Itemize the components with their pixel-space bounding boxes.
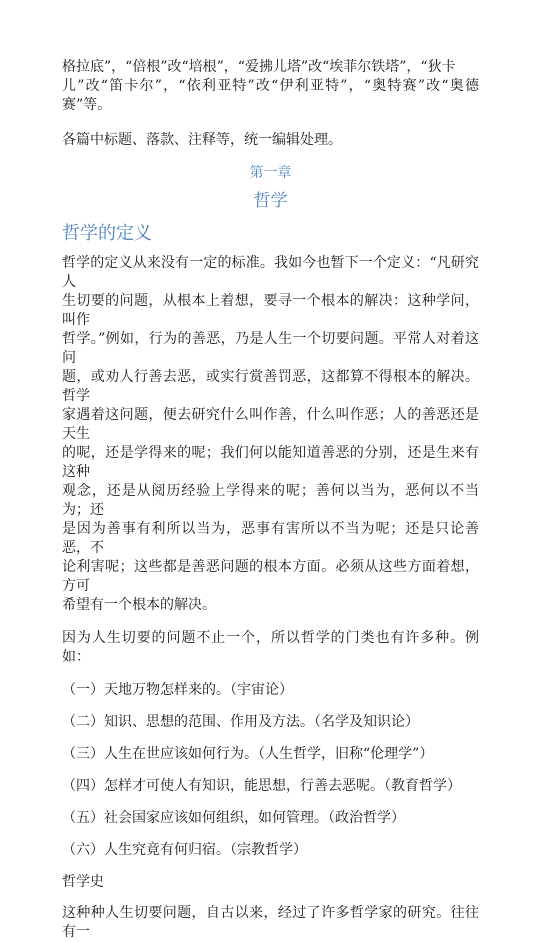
list-item: （四）怎样才可使人有知识，能思想，行善去恶呢。（教育哲学） xyxy=(62,778,461,794)
definition-line: 的呢，还是学得来的呢；我们何以能知道善恶的分别，还是生来有这种 xyxy=(62,445,479,480)
section-title: 哲学的定义 xyxy=(62,223,152,244)
list-item: （六）人生究竟有何归宿。（宗教哲学） xyxy=(62,842,307,858)
definition-line: 论利害呢；这些都是善恶问题的根本方面。必须从这些方面着想，方可 xyxy=(62,559,479,594)
list-item: （五）社会国家应该如何组织，如何管理。（政治哲学） xyxy=(62,810,405,826)
definition-line: 希望有一个根本的解决。 xyxy=(62,597,216,613)
definition-line: 哲学的定义从来没有一定的标准。我如今也暂下一个定义：“凡研究人 xyxy=(62,255,479,290)
chapter-label: 第一章 xyxy=(249,165,292,181)
definition-line: 观念，还是从阅历经验上学得来的呢；善何以当为，恶何以不当为；还 xyxy=(62,483,479,518)
chapter-title: 哲学 xyxy=(253,191,288,211)
list-item: （二）知识、思想的范围、作用及方法。（名学及知识论） xyxy=(62,714,419,730)
intro-line: 儿”改“笛卡尔”，“依利亚特”改“伊利亚特”，“奥特赛”改“奥德赛”等。 xyxy=(62,78,479,113)
definition-line: 哲学。”例如，行为的善恶，乃是人生一个切要问题。平常人对着这问 xyxy=(62,331,479,366)
list-item: （一）天地万物怎样来的。（宇宙论） xyxy=(62,682,293,698)
definition-line: 生切要的问题，从根本上着想，要寻一个根本的解决：这种学问，叫作 xyxy=(62,293,479,328)
list-intro: 因为人生切要的问题不止一个，所以哲学的门类也有许多种。例如： xyxy=(62,630,479,665)
definition-line: 题，或劝人行善去恶，或实行赏善罚恶，这都算不得根本的解决。哲学 xyxy=(62,369,479,404)
editorial-note: 各篇中标题、落款、注释等，统一编辑处理。 xyxy=(62,132,342,148)
definition-line: 家遇着这问题，便去研究什么叫作善，什么叫作恶；人的善恶还是天生 xyxy=(62,407,479,442)
philosophy-branches-list xyxy=(62,681,479,860)
history-first-line: 这种种人生切要问题，自古以来，经过了许多哲学家的研究。往往有一 xyxy=(62,905,479,940)
definition-paragraph xyxy=(62,254,479,615)
intro-paragraph xyxy=(62,58,479,115)
history-heading: 哲学史 xyxy=(62,874,104,890)
list-item: （三）人生在世应该如何行为。（人生哲学，旧称“伦理学”） xyxy=(62,746,434,762)
definition-line: 是因为善事有利所以当为，恶事有害所以不当为呢；还是只论善恶，不 xyxy=(62,521,479,556)
intro-line: 格拉底”，“倍根”改“培根”，“爱拂儿塔”改“埃菲尔铁塔”，“狄卡 xyxy=(62,59,456,75)
